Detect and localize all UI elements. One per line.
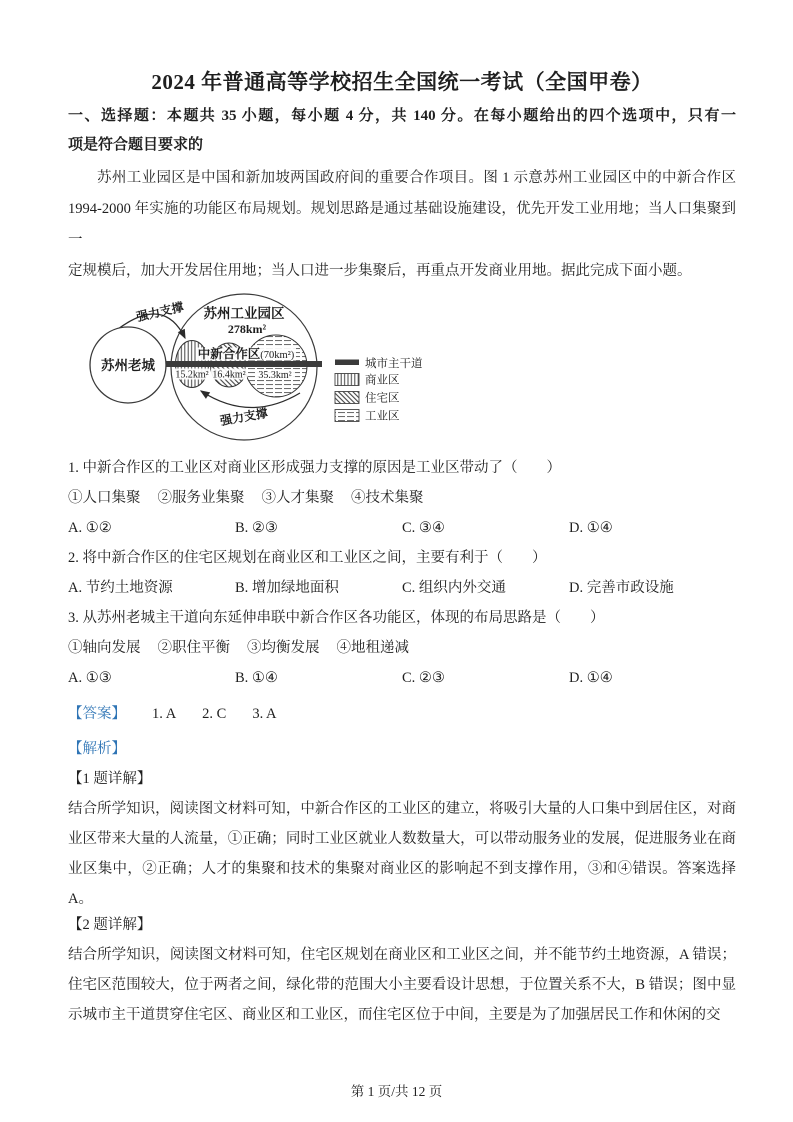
option-c: C. ③④ [402,520,445,536]
detail-2-line: 住宅区范围较大，位于两者之间，绿化带的范围大小主要看设计思想，于位置关系不大，B 错误；图中显 [68,977,736,993]
answer-item: 2. C [202,706,227,722]
old-city-label: 苏州老城 [101,358,155,373]
intro-paragraph [68,163,736,287]
legend-industrial-label: 工业区 [365,410,400,423]
question-block [68,453,736,693]
detail-1-header: 【1 题详解】 [68,771,152,787]
question-2-options [68,573,736,603]
detail-1-line: 结合所学知识，阅读图文材料可知，中新合作区的工业区的建立，将吸引大量的人口集中到居住区，对商 [68,801,736,817]
answer-item: 3. A [252,706,277,722]
legend-road-swatch [335,360,359,366]
intro-line: 定规模后，加大开发居住用地；当人口进一步集聚后，再重点开发商业用地。据此完成下面小题。 [68,263,692,279]
option-a: A. ①③ [68,670,112,686]
legend-road-label: 城市主干道 [365,358,423,370]
question-3-stem: 3. 从苏州老城主干道向东延伸串联中新合作区各功能区，体现的布局思路是（ ） [68,610,605,626]
option-a: A. ①② [68,520,112,536]
suboption: ②职住平衡 [157,640,230,656]
option-b: B. 增加绿地面积 [235,580,339,596]
question-1-suboptions [68,483,736,513]
answer-label: 【答案】 [68,706,126,722]
legend-residential-swatch [335,392,359,404]
suboption: ②服务业集聚 [157,490,245,506]
suboption: ①人口集聚 [68,490,141,506]
park-name-label: 苏州工业园区 [203,306,285,321]
detail-1-line: 业区带来大量的人流量，①正确；同时工业区就业人数数量大，可以带动服务业的发展，促进服务业在商 [68,831,736,847]
detail-2-paragraph [68,940,736,1031]
suzhou-park-diagram [68,291,528,447]
question-2-stem: 2. 将中新合作区的住宅区规划在商业区和工业区之间，主要有利于（ ） [68,550,547,566]
legend-industrial-swatch [335,410,359,422]
suboption: ③均衡发展 [247,640,320,656]
detail-2-line: 结合所学知识，阅读图文材料可知，住宅区规划在商业区和工业区之间，并不能节约土地资源，A 错误； [68,947,736,963]
answer-row [68,699,736,729]
coop-zone-label: 中新合作区(70km²) [197,347,295,361]
detail-1-line: 业区集中，②正确；人才的集聚和技术的集聚对商业区的影响起不到支撑作用，③和④错误。答案选择 [68,861,736,877]
option-d: D. 完善市政设施 [569,580,674,596]
residential-area-label: 16.4km² [212,369,246,381]
main-road-line [164,361,322,367]
option-d: D. ①④ [569,670,613,686]
intro-line: 苏州工业园区是中国和新加坡两国政府间的重要合作项目。图 1 示意苏州工业园区中的中新合作区 [97,170,736,186]
support-bottom-label: 强力支撑 [219,405,269,429]
question-1-stem: 1. 中新合作区的工业区对商业区形成强力支撑的原因是工业区带动了（ ） [68,460,561,476]
suboption: ④技术集聚 [351,490,424,506]
detail-2-line: 示城市主干道贯穿住宅区、商业区和工业区，而住宅区位于中间，主要是为了加强居民工作和休闲的交 [68,1007,721,1023]
figure-legend [335,357,423,423]
option-a: A. 节约土地资源 [68,580,173,596]
detail-1-line: A。 [68,891,93,907]
legend-residential-label: 住宅区 [365,392,400,405]
section-header-line: 一、选择题：本题共 35 小题，每小题 4 分，共 140 分。在每小题给出的四个选项中，只有一 [68,108,736,124]
page-title: 2024 年普通高等学校招生全国统一考试（全国甲卷） [151,70,653,94]
option-b: B. ②③ [235,520,278,536]
question-1-options [68,513,736,543]
option-c: C. 组织内外交通 [402,580,506,596]
support-top-label: 强力支撑 [135,299,185,325]
question-3-suboptions [68,633,736,663]
section-header [68,102,736,160]
park-area-label: 278km² [227,322,267,336]
suboption: ③人才集聚 [261,490,334,506]
intro-line: 1994-2000 年实施的功能区布局规划。规划思路是通过基础设施建设，优先开发工业用地；当人口集聚到一 [68,201,736,248]
detail-2-header: 【2 题详解】 [68,917,152,933]
question-3-options [68,663,736,693]
option-d: D. ①④ [569,520,613,536]
analysis-label: 【解析】 [68,741,126,757]
commercial-area-label: 15.2km² [175,369,209,381]
option-b: B. ①④ [235,670,278,686]
suboption: ④地租递减 [336,640,409,656]
section-header-line: 项是符合题目要求的 [68,137,204,153]
suboption: ①轴向发展 [68,640,141,656]
legend-commercial-swatch [335,374,359,386]
detail-1-paragraph [68,794,736,915]
page-number: 第 1 页/共 12 页 [350,1084,443,1099]
option-c: C. ②③ [402,670,445,686]
legend-commercial-label: 商业区 [365,374,400,387]
industrial-area-label: 35.3km² [258,370,292,381]
answer-item: 1. A [152,706,177,722]
figure-1-diagram [68,291,736,447]
